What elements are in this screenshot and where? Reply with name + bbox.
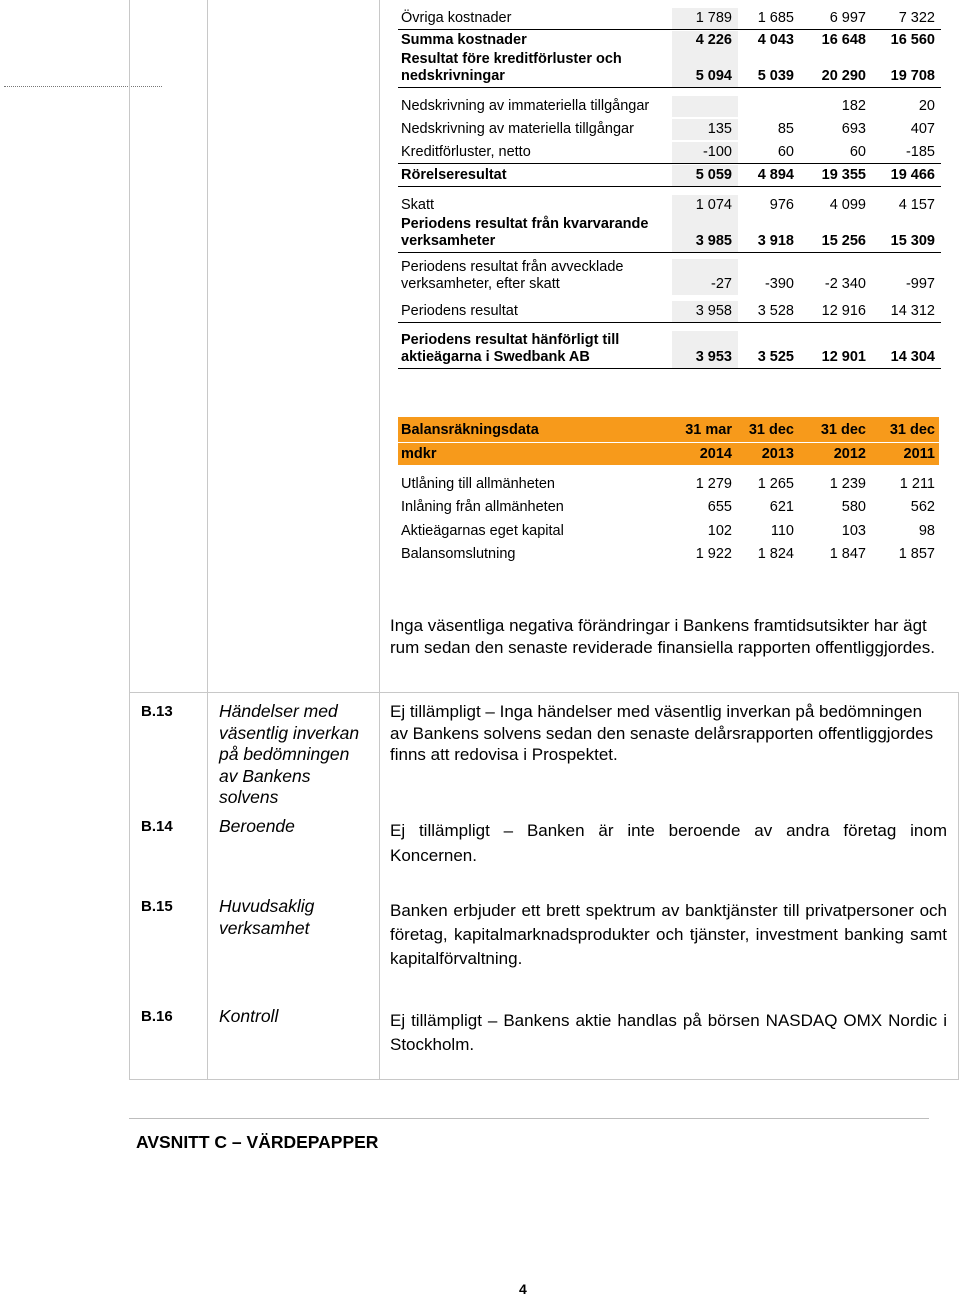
row-label: Skatt [401,197,435,213]
cell-value: 4 894 [757,167,794,183]
body-prefix: Ej tillämpligt [390,702,481,721]
frame-line-col1 [207,0,208,1080]
frame-line-b13 [129,692,959,693]
cell-value: -27 [711,276,732,292]
cell-value: 580 [841,499,866,515]
section-body: Ej tillämpligt – Inga händelser med väsentlig inverkan på bedömningen av Bankens solvens sedan den senaste delårsrapporten offentliggjordes finns att redovisa i Prospektet. [390,702,934,764]
table-row [398,31,941,51]
section-body: Ej tillämpligt – Banken är inte beroende av andra företag inom Koncernen. [390,821,947,865]
section-body: Ej tillämpligt – Bankens aktie handlas på börsen NASDAQ OMX Nordic i Stockholm. [390,1011,947,1054]
cell-value: 655 [707,499,732,515]
body-rest: Banken är inte beroende av andra företag inom Koncernen. [390,821,947,865]
section-code: B.14 [141,818,173,835]
cell-value: 12 916 [821,303,866,319]
cell-value: 102 [707,523,732,539]
cell-value: 135 [707,121,732,137]
row-label: Summa kostnader [401,32,527,48]
cell-value: -997 [905,276,935,292]
cell-value: 1 074 [695,197,732,213]
cell-value: 19 355 [821,167,866,183]
row-label: Aktieägarnas eget kapital [401,523,564,539]
table-row [398,142,941,164]
label-line: verksamheter, efter skatt [401,276,560,292]
row-label: Inlåning från allmänheten [401,499,564,515]
cell-value: -185 [905,144,935,160]
cell-value: 1 265 [757,476,794,492]
cell-value: 20 290 [821,68,866,84]
cell-value: 3 528 [757,303,794,319]
row-label: Nedskrivning av immateriella tillgångar [401,98,650,114]
cell-value: 4 226 [695,32,732,48]
label-line: aktieägarna i Swedbank AB [401,349,590,365]
header-year: 2011 [903,446,935,462]
table-row [398,216,941,253]
section-heading: Kontroll [219,1006,279,1026]
header-date: 31 mar [685,422,732,438]
label-line: Periodens resultat från kvarvarande [401,216,649,232]
cell-value: 12 901 [821,349,866,365]
cell-value: 16 560 [890,32,935,48]
row-label: Övriga kostnader [401,10,512,26]
body-rest: Bankens aktie handlas på börsen NASDAQ OMX Nordic i Stockholm. [390,1011,947,1054]
cell-value: 4 157 [898,197,935,213]
cell-value: 1 824 [757,546,794,562]
table-row [398,51,941,88]
cell-value: 407 [910,121,935,137]
row-label: Periodens resultat [401,303,518,319]
cell-value: 5 059 [695,167,732,183]
table-row [398,544,939,567]
section-code: B.13 [141,703,173,720]
page-number: 4 [519,1281,527,1297]
row-label [401,216,671,250]
cell-value: 5 094 [695,68,732,84]
label-line: verksamheter [401,233,496,249]
section-heading: Beroende [219,816,295,836]
cell-value: -2 340 [824,276,866,292]
cell-value: 16 648 [821,32,866,48]
cell-value: -390 [764,276,794,292]
cell-value: 20 [918,98,935,114]
row-label: Kreditförluster, netto [401,144,531,160]
row-label: Rörelseresultat [401,167,507,183]
body-rest: Inga händelser med väsentlig inverkan på bedömningen av Bankens solvens sedan den senaste delårsrapporten offentliggjordes finns att redovisa i Prospektet. [390,702,934,764]
section-body: Banken erbjuder ett brett spektrum av banktjänster till privatpersoner och företag, kapitalmarknadsprodukter och tjänster, investment banking samt kapitalförvaltning. [390,901,947,968]
cell-value: 60 [777,144,794,160]
cell-value: 1 239 [829,476,866,492]
section-heading: Händelser med väsentlig inverkan på bedömningen av Bankens solvens [219,701,360,807]
frame-line-col2 [379,0,380,1080]
cell-value: 5 039 [757,68,794,84]
row-label: Utlåning till allmänheten [401,476,555,492]
cell-value: 110 [770,523,794,539]
cell-value: 14 312 [890,303,935,319]
frame-line-right [958,692,959,1080]
cell-value: 15 309 [890,233,935,249]
section-c-rule [129,1118,929,1119]
body-prefix: Ej tillämpligt [390,821,490,840]
header-date: 31 dec [748,422,794,438]
header-year: 2014 [699,446,732,462]
cell-value: 1 857 [898,546,935,562]
table-row [398,8,941,30]
margin-rule [4,86,162,87]
label-line: nedskrivningar [401,68,505,84]
row-label: Nedskrivning av materiella tillgångar [401,121,634,137]
cell-value: 3 525 [757,349,794,365]
cell-value: 6 997 [829,10,866,26]
cell-value: 98 [918,523,935,539]
table-row [398,331,941,369]
cell-value: 3 918 [757,233,794,249]
balance-unit: mdkr [401,446,437,462]
cell-value: 60 [849,144,866,160]
cell-value: 562 [910,499,935,515]
table-row [398,195,941,216]
cell-value: 621 [769,499,794,515]
table-row [398,96,941,117]
section-code: B.16 [141,1008,173,1025]
frame-line-left [129,0,130,1080]
balance-header-years [398,443,939,465]
cell-value: 1 211 [899,476,935,492]
frame-line-bottom [129,1079,959,1080]
header-date: 31 dec [820,422,866,438]
table-row [398,521,939,544]
cell-value: 14 304 [890,349,935,365]
row-label [401,332,671,366]
header-year: 2013 [761,446,794,462]
section-heading: Huvudsaklig verksamhet [219,896,315,938]
cell-value: 1 847 [829,546,866,562]
row-label [401,51,671,85]
section-c-title: AVSNITT C – VÄRDEPAPPER [136,1132,379,1152]
statement-paragraph: Inga väsentliga negativa förändringar i Bankens framtidsutsikter har ägt rum sedan den senaste reviderade finansiella rapporten offentliggjordes. [390,616,935,657]
balance-header-dates [398,417,939,442]
cell-value: 3 985 [695,233,732,249]
cell-value: 19 708 [890,68,935,84]
cell-value: 7 322 [898,10,935,26]
cell-value: 182 [841,98,866,114]
table-row [398,165,941,187]
section-code: B.15 [141,898,173,915]
label-line: Resultat före kreditförluster och [401,51,622,67]
label-line: Periodens resultat hänförligt till [401,332,620,348]
cell-value: 103 [841,523,866,539]
cell-value: 4 099 [829,197,866,213]
cell-value: 693 [841,121,866,137]
header-year: 2012 [833,446,866,462]
cell-value: 1 279 [695,476,732,492]
cell-value: 3 958 [695,303,732,319]
row-label: Balansomslutning [401,546,516,562]
cell-value: 3 953 [695,349,732,365]
table-row [398,259,941,295]
cell-value: 85 [777,121,794,137]
row-label [401,259,671,293]
cell-value: 976 [769,197,794,213]
cell-value: 1 789 [695,10,732,26]
balance-title: Balansräkningsdata [401,422,539,438]
cell-value: 1 685 [757,10,794,26]
header-date: 31 dec [889,422,935,438]
table-row [398,119,941,140]
cell-value: 19 466 [890,167,935,183]
table-row [398,497,939,520]
cell-value: 4 043 [757,32,794,48]
body-prefix: Ej tillämpligt [390,1011,482,1030]
table-row [398,474,939,497]
cell-value: 1 922 [695,546,732,562]
label-line: Periodens resultat från avvecklade [401,259,624,275]
cell-value: 15 256 [821,233,866,249]
table-row [398,301,941,323]
cell-value: -100 [702,144,732,160]
